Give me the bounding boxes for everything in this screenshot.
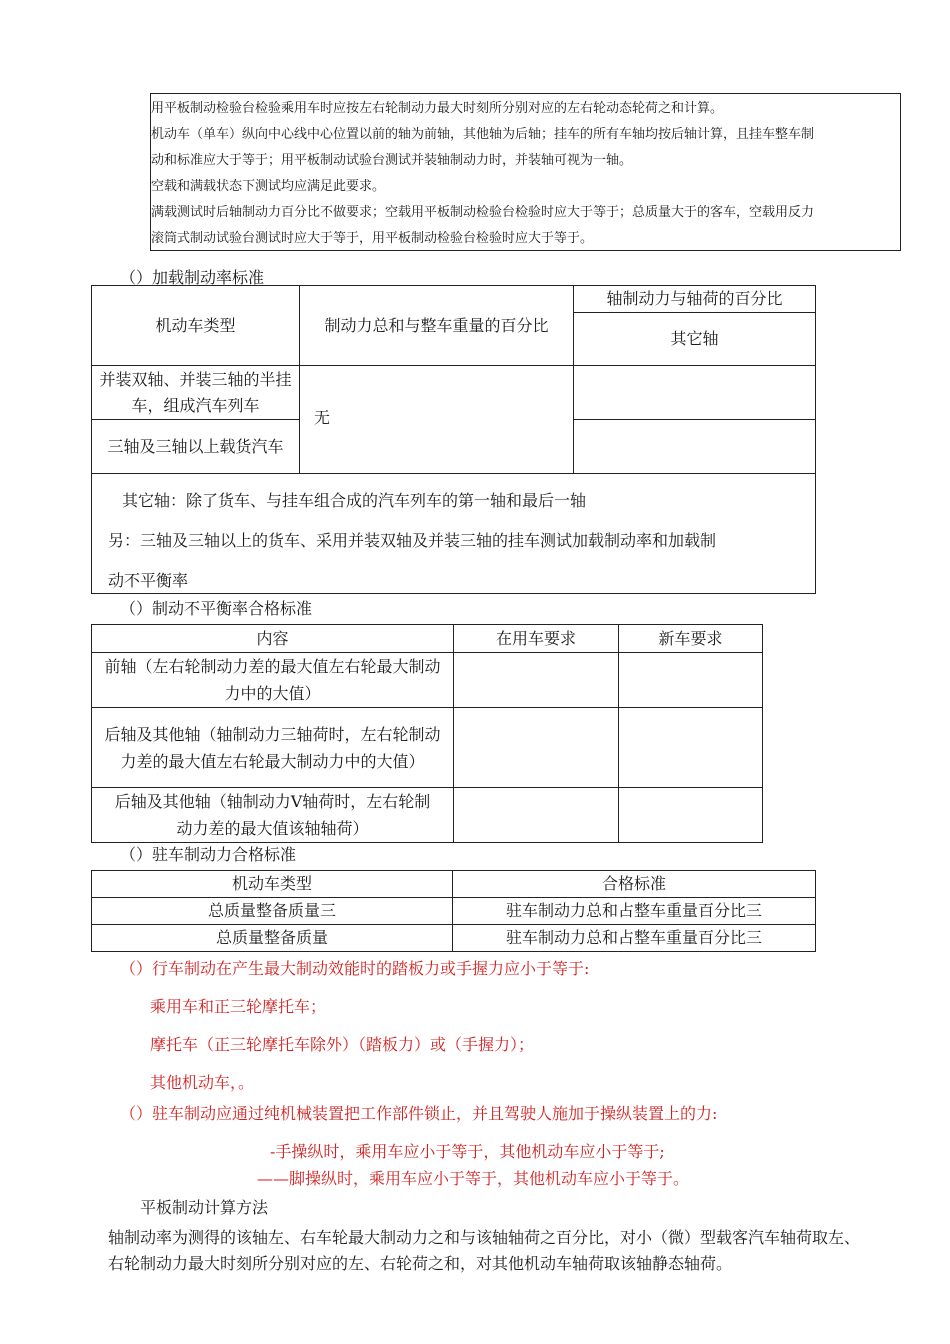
table-cell: 后轴及其他轴（轴制动力三轴荷时，左右轮制动力差的最大值左右轮最大制动力中的大值） <box>92 708 454 788</box>
header-axle-ratio: 轴制动力与轴荷的百分比 <box>574 286 816 313</box>
red-text-line: ——脚操纵时，乘用车应小于等于，其他机动车应小于等于。 <box>257 1169 690 1188</box>
section-title: （）制动不平衡率合格标准 <box>120 599 313 618</box>
note-box <box>150 93 901 251</box>
table-cell: 并装双轴、并装三轴的半挂车，组成汽车列车 <box>92 366 300 420</box>
table-cell <box>619 708 763 788</box>
paragraph-line: 轴制动率为测得的该轴左、右车轮最大制动力之和与该轴轴荷之百分比，对小（微）型载客汽车轴荷取左、 <box>108 1228 861 1247</box>
footnote-line: 其它轴：除了货车、与挂车组合成的汽车列车的第一轴和最后一轴 <box>122 491 587 510</box>
table-cell <box>619 788 763 843</box>
header-other-axle: 其它轴 <box>574 313 816 366</box>
table-cell: 驻车制动力总和占整车重量百分比三 <box>453 925 816 952</box>
section-title: 平板制动计算方法 <box>140 1198 269 1217</box>
section-title: （）加载制动率标准 <box>120 268 265 287</box>
section-title: （）驻车制动力合格标准 <box>120 845 297 864</box>
header-vehicle-type: 机动车类型 <box>92 871 453 898</box>
red-text-line: -手操纵时，乘用车应小于等于，其他机动车应小于等于; <box>270 1142 665 1161</box>
footnote-line: 动不平衡率 <box>108 571 189 590</box>
header-total-ratio: 制动力总和与整车重量的百分比 <box>300 286 574 366</box>
note-line: 空载和满载状态下测试均应满足此要求。 <box>151 179 386 194</box>
table-cell <box>454 708 619 788</box>
table-cell: 总质量整备质量三 <box>92 898 453 925</box>
note-line: 满载测试时后轴制动力百分比不做要求；空载用平板制动检验台检验时应大于等于；总质量大于的客车，空载用反力 <box>151 205 815 220</box>
red-text-line: （）驻车制动应通过纯机械装置把工作部件锁止，并且驾驶人施加于操纵装置上的力: <box>120 1104 718 1123</box>
table-cell: 驻车制动力总和占整车重量百分比三 <box>453 898 816 925</box>
table-cell <box>619 653 763 708</box>
paragraph-line: 右轮制动力最大时刻所分别对应的左、右轮荷之和，对其他机动车轴荷取该轴静态轴荷。 <box>108 1254 733 1273</box>
header-in-use: 在用车要求 <box>454 625 619 653</box>
table-cell <box>574 366 816 420</box>
red-text-line: 乘用车和正三轮摩托车； <box>150 997 327 1016</box>
header-content: 内容 <box>92 625 454 653</box>
note-line: 滚筒式制动试验台测试时应大于等于，用平板制动检验台检验时应大于等于。 <box>151 231 594 246</box>
table-cell: 前轴（左右轮制动力差的最大值左右轮最大制动力中的大值） <box>92 653 454 708</box>
header-vehicle-type: 机动车类型 <box>92 286 300 366</box>
table-cell: 无 <box>300 366 574 474</box>
table-cell: 后轴及其他轴（轴制动力V轴荷时，左右轮制动力差的最大值该轴轴荷） <box>92 788 454 843</box>
note-line: 用平板制动检验台检验乘用车时应按左右轮制动力最大时刻所分别对应的左右轮动态轮荷之和计算。 <box>151 101 724 116</box>
header-standard: 合格标准 <box>453 871 816 898</box>
note-line: 动和标准应大于等于；用平板制动试验台测试并装轴制动力时，并装轴可视为一轴。 <box>151 153 633 168</box>
table-cell <box>454 653 619 708</box>
red-text-line: 其他机动车，。 <box>150 1073 255 1092</box>
header-new-car: 新车要求 <box>619 625 763 653</box>
table-cell <box>574 420 816 474</box>
red-text-line: 摩托车（正三轮摩托车除外）（踏板力）或（手握力）； <box>150 1035 535 1054</box>
footnote-line: 另：三轴及三轴以上的货车、采用并装双轴及并装三轴的挂车测试加载制动率和加载制 <box>108 531 717 550</box>
note-line: 机动车（单车）纵向中心线中心位置以前的轴为前轴，其他轴为后轴；挂车的所有车轴均按后轴计算，且挂车整车制 <box>151 127 815 142</box>
table-footnote <box>92 474 816 594</box>
imbalance-table <box>91 624 763 843</box>
loaded-braking-table <box>91 285 816 594</box>
parking-brake-table <box>91 870 816 952</box>
table-cell: 三轴及三轴以上载货汽车 <box>92 420 300 474</box>
table-cell <box>454 788 619 843</box>
red-text-line: （）行车制动在产生最大制动效能时的踏板力或手握力应小于等于: <box>120 959 590 978</box>
table-cell: 总质量整备质量 <box>92 925 453 952</box>
